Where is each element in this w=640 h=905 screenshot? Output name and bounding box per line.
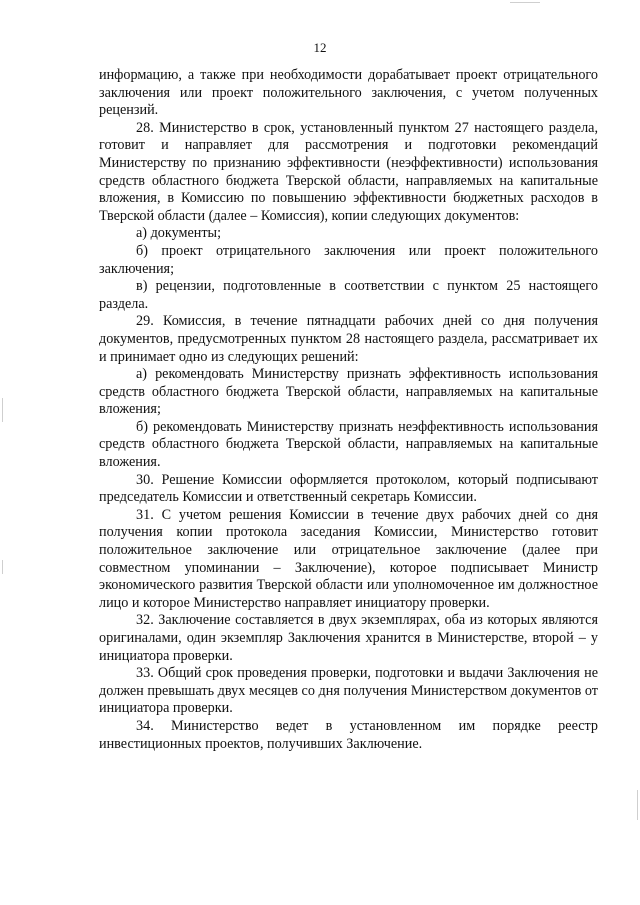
- scan-artifact: [2, 560, 3, 574]
- paragraph-30: 30. Решение Комиссии оформляется протоколом, который подписывают председатель Комиссии и ответственный секретарь Комиссии.: [99, 471, 598, 506]
- page-number: 12: [313, 40, 327, 55]
- document-body: [99, 67, 598, 753]
- paragraph-continuation: информацию, а также при необходимости дорабатывает проект отрицательного заключения или проект положительного заключения, с учетом полученных рецензий.: [99, 67, 598, 119]
- paragraph-34: 34. Министерство ведет в установленном им порядке реестр инвестиционных проектов, получивших Заключение.: [99, 717, 598, 752]
- paragraph-31: 31. С учетом решения Комиссии в течение двух рабочих дней со дня получения копии протокола заседания Комиссии, Министерство готовит положительное заключение или отрицательное заключение (далее при совместном упоминании – Заключение), которое подписывает Министр экономического развития Тверской области или уполномоченное им должностное лицо и которое Министерство направляет инициатору проверки.: [99, 506, 598, 611]
- scan-artifact: [2, 398, 3, 422]
- paragraph-29: 29. Комиссия, в течение пятнадцати рабочих дней со дня получения документов, предусмотренных пунктом 28 настоящего раздела, рассматривает их и принимает одно из следующих решений:: [99, 313, 598, 365]
- list-item-b-draft-conclusion: б) проект отрицательного заключения или проект положительного заключения;: [99, 242, 598, 277]
- list-item-v-reviews: в) рецензии, подготовленные в соответствии с пунктом 25 настоящего раздела.: [99, 278, 598, 312]
- paragraph-32: 32. Заключение составляется в двух экземплярах, оба из которых являются оригиналами, один экземпляр Заключения хранится в Министерстве, второй – у инициатора проверки.: [99, 612, 598, 664]
- list-item-b-recommend-ineffective: б) рекомендовать Министерству признать неэффективность использования средств областного бюджета Тверской области, направляемых на капитальные вложения.: [99, 418, 598, 471]
- list-item-a-documents: а) документы;: [136, 225, 222, 242]
- scan-artifact: [510, 2, 540, 3]
- list-item-a-recommend-effective: а) рекомендовать Министерству признать эффективность использования средств областного бюджета Тверской области, направляемых на капитальные вложения;: [99, 366, 598, 418]
- paragraph-28: 28. Министерство в срок, установленный пунктом 27 настоящего раздела, готовит и направляет для рассмотрения и подготовки рекомендаций Министерству по признанию эффективности (неэффективности) использования средств областного бюджета Тверской области, направляемых на капитальные вложения, в Комиссию по повышению эффективности бюджетных расходов в Тверской области (далее – Комиссия), копии следующих документов:: [99, 119, 598, 224]
- scan-artifact: [637, 790, 638, 820]
- paragraph-33: 33. Общий срок проведения проверки, подготовки и выдачи Заключения не должен превышать двух месяцев со дня получения Министерством документов от инициатора проверки.: [99, 665, 598, 717]
